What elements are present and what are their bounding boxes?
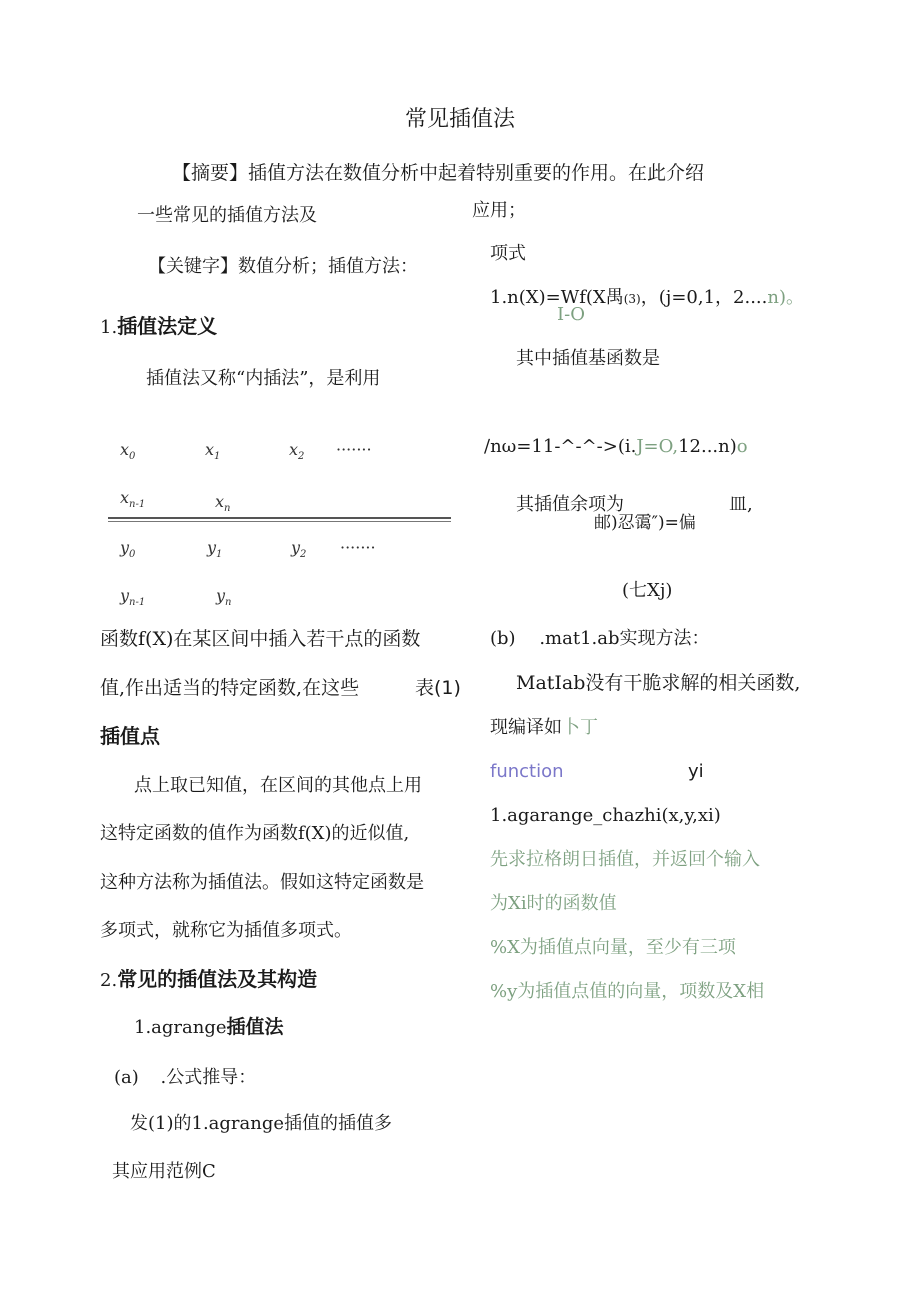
right-text-6: MatIab没有干脆求解的相关函数, <box>516 672 801 694</box>
code-call: 1.agarange_chazhi(x,y,xi) <box>490 805 721 826</box>
cell-y1: $y_1$ <box>207 538 223 561</box>
item-b <box>490 628 710 650</box>
formula-basis <box>484 436 748 458</box>
paragraph-2-line1: 函数f(X)在某区间中插入若干点的函数 <box>100 628 421 650</box>
cell-x1: $x_1$ <box>205 440 221 463</box>
paragraph-3-line2: 这特定函数的值作为函数f(X)的近似值, <box>100 823 410 844</box>
cell-xn-1: $x_{n-1}$ <box>120 488 146 511</box>
subsection-title: 插值法 <box>226 1016 284 1038</box>
table-rule <box>108 517 451 522</box>
paragraph-3-line4: 多项式，就称它为插值多项式。 <box>100 920 352 941</box>
section-2-heading <box>100 967 317 992</box>
formula-1-sup: (3) <box>623 292 641 306</box>
code-comment-4: %y为插值点值的向量，项数及X相 <box>490 981 765 1002</box>
paragraph-5: 其应用范例C <box>112 1161 216 1182</box>
item-b-label: (b) <box>490 628 516 649</box>
right-text-7b: 卜丁 <box>562 717 598 738</box>
formula-2-tail: 12...n) <box>678 436 737 457</box>
cell-dots-2: ······· <box>340 538 376 557</box>
subsection-lagrange <box>134 1016 284 1039</box>
paragraph-3-line1: 点上取已知值，在区间的其他点上用 <box>134 775 422 796</box>
table-label: 表(1) <box>415 677 461 699</box>
code-keyword: function <box>490 761 564 782</box>
cell-y0: $y_0$ <box>120 538 136 561</box>
cell-yn-1: $y_{n-1}$ <box>120 586 146 609</box>
formula-lagrange <box>490 287 804 309</box>
paragraph-2-line2: 值,作出适当的特定函数,在这些 <box>100 677 360 699</box>
right-text-4: 其插值余项为 <box>516 494 624 515</box>
abstract-line2: 一些常见的插值方法及 <box>137 205 317 226</box>
code-comment-1: 先求拉格朗日插值，并返回个输入 <box>490 849 760 870</box>
item-a <box>114 1067 256 1089</box>
item-b-text: .mat1.ab实现方法： <box>539 628 710 649</box>
section-1-number: 1. <box>100 317 118 338</box>
right-text-7 <box>490 717 598 739</box>
right-text-7a: 现编译如 <box>490 717 562 738</box>
section-2-title: 常见的插值法及其构造 <box>117 967 318 991</box>
section-1-heading <box>100 314 217 339</box>
formula-2-main: ∕nω=11-^-^->(i. <box>484 436 637 457</box>
cell-x0: $x_0$ <box>120 440 136 463</box>
keywords: 【关键字】数值分析；插值方法： <box>148 256 418 277</box>
right-text-2: 项式 <box>490 243 526 264</box>
paragraph-4: 发(1)的1.agrange插值的插值多 <box>130 1113 393 1134</box>
formula-2-green: J=O, <box>636 436 679 457</box>
cell-dots-1: ······· <box>336 440 372 459</box>
paragraph-3-line3: 这种方法称为插值法。假如这特定函数是 <box>100 872 424 893</box>
item-a-text: .公式推导： <box>160 1067 257 1088</box>
page-title: 常见插值法 <box>405 107 516 132</box>
right-text-4b: 皿, <box>729 494 753 515</box>
abstract: 【摘要】插值方法在数值分析中起着特别重要的作用。在此介绍 <box>172 162 705 184</box>
remainder-formula: 邮)忍霭″)=偏 <box>594 513 696 533</box>
right-text-5: (七Xj) <box>622 580 673 601</box>
interpolation-table <box>108 432 453 612</box>
paragraph-1: 插值法又称“内插法”，是利用 <box>146 368 381 389</box>
subsection-number: 1.agrange <box>134 1017 227 1038</box>
heading-interp-point: 插值点 <box>100 724 160 748</box>
cell-y2: $y_2$ <box>291 538 307 561</box>
code-comment-2: 为Xi时的函数值 <box>490 893 617 914</box>
formula-1-rest: ，(j=0,1，2.... <box>640 287 768 308</box>
cell-x2: $x_2$ <box>289 440 305 463</box>
formula-1-n: n)。 <box>767 287 804 308</box>
code-comment-3: %X为插值点向量，至少有三项 <box>490 937 736 958</box>
item-a-label: (a) <box>114 1067 139 1088</box>
code-output: yi <box>688 761 704 782</box>
cell-xn: $x_n$ <box>215 492 231 515</box>
section-1-title: 插值法定义 <box>117 314 218 338</box>
formula-1-sub: I-O <box>557 304 585 325</box>
right-text-3: 其中插值基函数是 <box>516 348 660 369</box>
right-text-1: 应用； <box>472 200 526 221</box>
formula-1-main: 1.n(X)=Wf(X禺 <box>490 287 624 308</box>
section-2-number: 2. <box>100 970 118 991</box>
cell-yn: $y_n$ <box>216 586 232 609</box>
formula-2-o: o <box>736 436 748 457</box>
